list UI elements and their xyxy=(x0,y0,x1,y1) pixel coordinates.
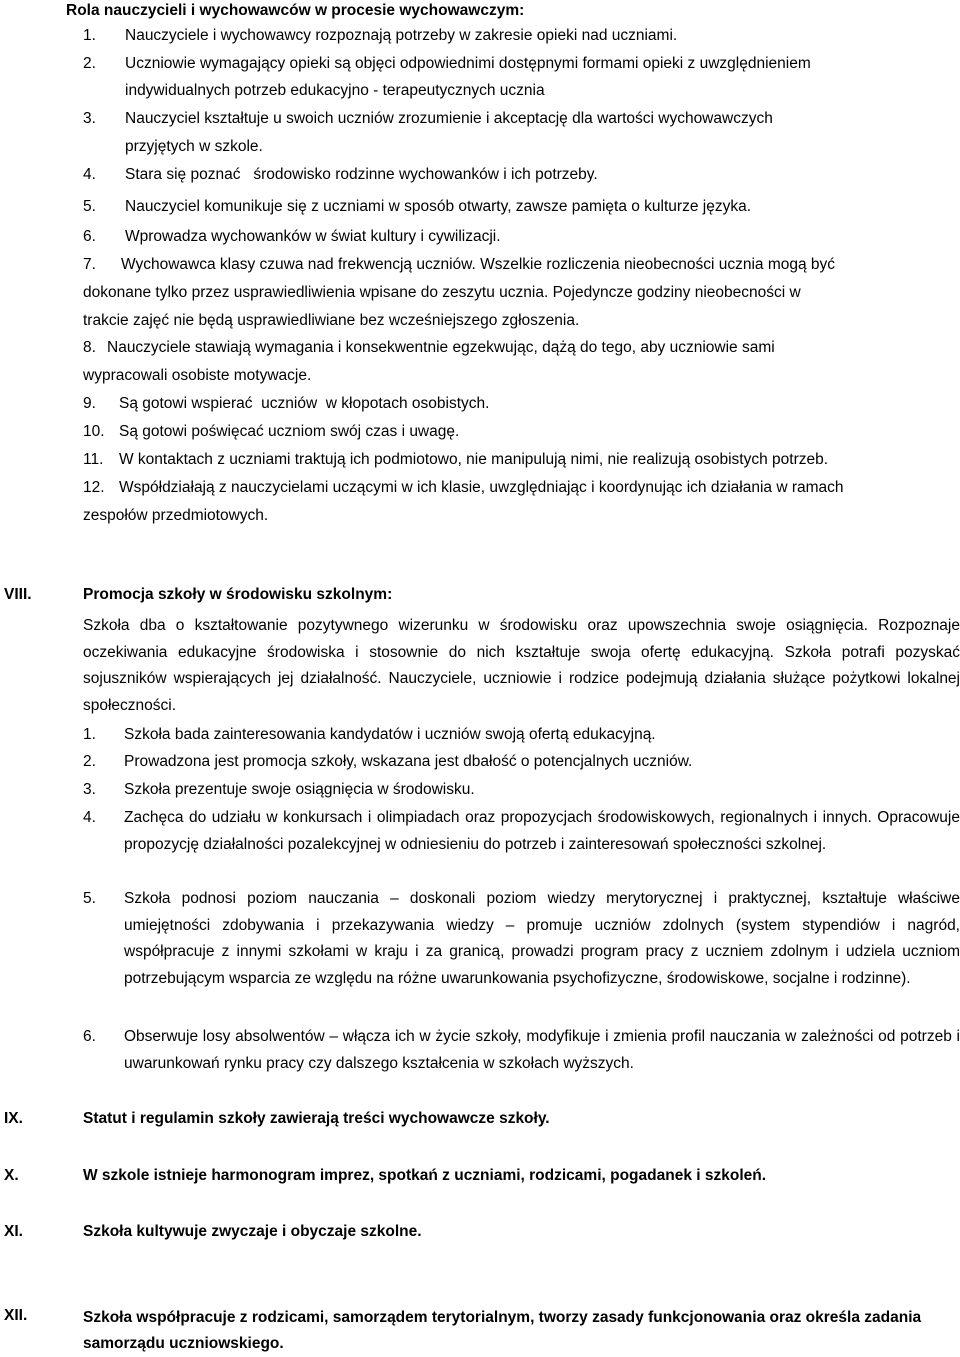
list-item: 2. Prowadzona jest promocja szkoły, wskazana jest dbałość o potencjalnych uczniów. xyxy=(83,753,693,770)
section-number: X. xyxy=(4,1167,19,1184)
list-item: 5. Szkoła podnosi poziom nauczania – doskonali poziom wiedzy merytorycznej i praktycznej, kształtuje właściwe umiejętności zdobywania i przekazywania wiedzy – promuje uczniów zdolnych (system stypendiów i nagród, współpracuje z innymi szkołami w kraju i za granicą, prowadzi program pracy z uczniem zdolnym i udziela uczniom potrzebującym wsparcia ze względu na różne uwarunkowania psychofizyczne, środowiskowe, socjalne i rodzinne). xyxy=(83,890,960,987)
section-paragraph: Szkoła dba o kształtowanie pozytywnego wizerunku w środowisku oraz upowszechnia swoje osiągnięcia. Rozpoznaje oczekiwania edukacyjne środowiska i stosownie do nich kształtuje swoja ofertę edukacyjną. Szkoła potrafi pozyskać sojuszników wspierających jej działalność. Nauczyciele, uczniowie i rodzice podejmują działania służące pożytkowi lokalnej społeczności. xyxy=(83,617,960,714)
section-title: Szkoła współpracuje z rodzicami, samorządem terytorialnym, tworzy zasady funkcjonowania oraz określa zadania samorządu uczniowskiego. xyxy=(83,1309,922,1352)
section-title: W szkole istnieje harmonogram imprez, spotkań z uczniami, rodzicami, pogadanek i szkoleń. xyxy=(83,1167,767,1184)
document-page: Rola nauczycieli i wychowawców w procesie wychowawczym: 1. Nauczyciele i wychowawcy rozpoznają potrzeby w zakresie opieki nad uczniami. 2. Uczniowie wymagający opieki są objęci odpowiednimi dostępnymi formami opieki z uwzględnieniem indywidualnych potrzeb edukacyjno - terapeutycznych ucznia 3. Nauczyciel kształtuje u swoich uczniów zrozumienie i akceptację dla wartości wychowawczych przyjętych w szkole. 4. Stara się poznać środowisko rodzinne wychowanków i ich potrzeby. 5. Nauczyciel komunikuje się z uczniami w sposób otwarty, zawsze pamięta o kulturze języka. 6. Wprowadza wychowanków w świat kultury i cywilizacji. 7. Wychowawca klasy czuwa nad frekwencją uczniów. Wszelkie rozliczenia nieobecności ucznia mogą być dokonane tylko przez usprawiedliwienia wpisane do zeszytu ucznia. Pojedyncze godziny nieobecności w trakcie zajęć nie będą usprawiedliwiane bez wcześniejszego zgłoszenia. 8. Nauczyciele stawiają wymagania i konsekwentnie egzekwując, dążą do tego, aby uczniowie sami wypracowali osobiste motywacje. 9. Są gotowi wspierać uczniów w kłopotach osobistych. 10. Są gotowi poświęcać uczniom swój czas i uwagę. 11. W kontaktach z uczniami traktują ich podmiotowo, nie manipulują nimi, nie realizują osobistych potrzeb. 12. Współdziałają z nauczycielami uczącymi w ich klasie, uwzględniając i koordynując ich działania w ramach zespołów przedmiotowych. VIII. Promocja szkoły w środowisku szkolnym: Szkoła dba o kształtowanie pozytywnego wizerunku w środowisku oraz upowszechnia swoje osiągnięcia. Rozpoznaje oczekiwania edukacyjne środowiska i stosownie do nich kształtuje swoja ofertę edukacyjną. Szkoła potrafi pozyskać sojuszników wspierających jej działalność. Nauczyciele, uczniowie i rodzice podejmują działania służące pożytkowi lokalnej społeczności. 1. Szkoła bada zainteresowania kandydatów i uczniów swoją ofertą edukacyjną. 2. Prowadzona jest promocja szkoły, wskazana jest dbałość o potencjalnych uczniów. 3. Szkoła prezentuje swoje osiągnięcia w środowisku. 4. Zachęca do udziału w konkursach i olimpiadach oraz propozycjach środowiskowych, regionalnych i innych. Opracowuje propozycję działalności pozalekcyjnej w odniesieniu do potrzeb i zainteresowań społeczności szkolnej. 5. Szkoła podnosi poziom nauczania – doskonali poziom wiedzy merytorycznej i praktycznej, kształtuje właściwe umiejętności zdobywania i przekazywania wiedzy – promuje uczniów zdolnych (system stypendiów i nagród, współpracuje z innymi szkołami w kraju i za granicą, prowadzi program pracy z uczniem zdolnym i udziela uczniom potrzebującym wsparcia ze względu na różne uwarunkowania psychofizyczne, środowiskowe, socjalne i rodzinne). 6. Obserwuje losy absolwentów – włącza ich w życie szkoły, modyfikuje i zmienia profil nauczania w zależności od potrzeb i uwarunkowań rynku pracy czy dalszego kształcenia w szkołach wyższych. IX. Statut i regulamin szkoły zawierają treści wychowawcze szkoły. X. W szkole istnieje harmonogram imprez, spotkań z uczniami, rodzicami, pogadanek i szkoleń. XI. Szkoła kultywuje zwyczaje i obyczaje szkolne. XII. Szkoła współpracuje z rodzicami, samorządem terytorialnym, tworzy zasady funkcjonowania oraz określa zadania samorządu uczniowskiego. xyxy=(0,0,960,1356)
list-item: 4. Zachęca do udziału w konkursach i olimpiadach oraz propozycjach środowiskowych, regionalnych i innych. Opracowuje propozycję działalności pozalekcyjnej w odniesieniu do potrzeb i zainteresowań społeczności szkolnej. xyxy=(83,809,960,853)
list-item-continuation: dokonane tylko przez usprawiedliwienia wpisane do zeszytu ucznia. Pojedyncze godziny nieobecności w xyxy=(83,284,801,301)
list-item-continuation: wypracowali osobiste motywacje. xyxy=(83,367,312,384)
section-number: IX. xyxy=(4,1110,23,1127)
section-number: XI. xyxy=(4,1223,23,1240)
list-item-continuation: trakcie zajęć nie będą usprawiedliwiane bez wcześniejszego zgłoszenia. xyxy=(83,312,580,329)
section-title: Szkoła kultywuje zwyczaje i obyczaje szkolne. xyxy=(83,1223,422,1240)
section-heading-roles: Rola nauczycieli i wychowawców w procesie wychowawczym: xyxy=(66,2,525,19)
list-item-continuation: indywidualnych potrzeb edukacyjno - terapeutycznych ucznia xyxy=(125,82,545,99)
section-title: Statut i regulamin szkoły zawierają treści wychowawcze szkoły. xyxy=(83,1110,550,1127)
list-item: 3. Szkoła prezentuje swoje osiągnięcia w środowisku. xyxy=(83,781,475,798)
section-title: Promocja szkoły w środowisku szkolnym: xyxy=(83,586,393,603)
list-item-continuation: zespołów przedmiotowych. xyxy=(83,507,269,524)
section-number: XII. xyxy=(4,1307,28,1324)
list-item-continuation: przyjętych w szkole. xyxy=(125,138,263,155)
list-item: 6. Obserwuje losy absolwentów – włącza ich w życie szkoły, modyfikuje i zmienia profil nauczania w zależności od potrzeb i uwarunkowań rynku pracy czy dalszego kształcenia w szkołach wyższych. xyxy=(83,1028,960,1072)
list-item: 1. Szkoła bada zainteresowania kandydatów i uczniów swoją ofertą edukacyjną. xyxy=(83,726,656,743)
section-number: VIII. xyxy=(4,586,32,603)
